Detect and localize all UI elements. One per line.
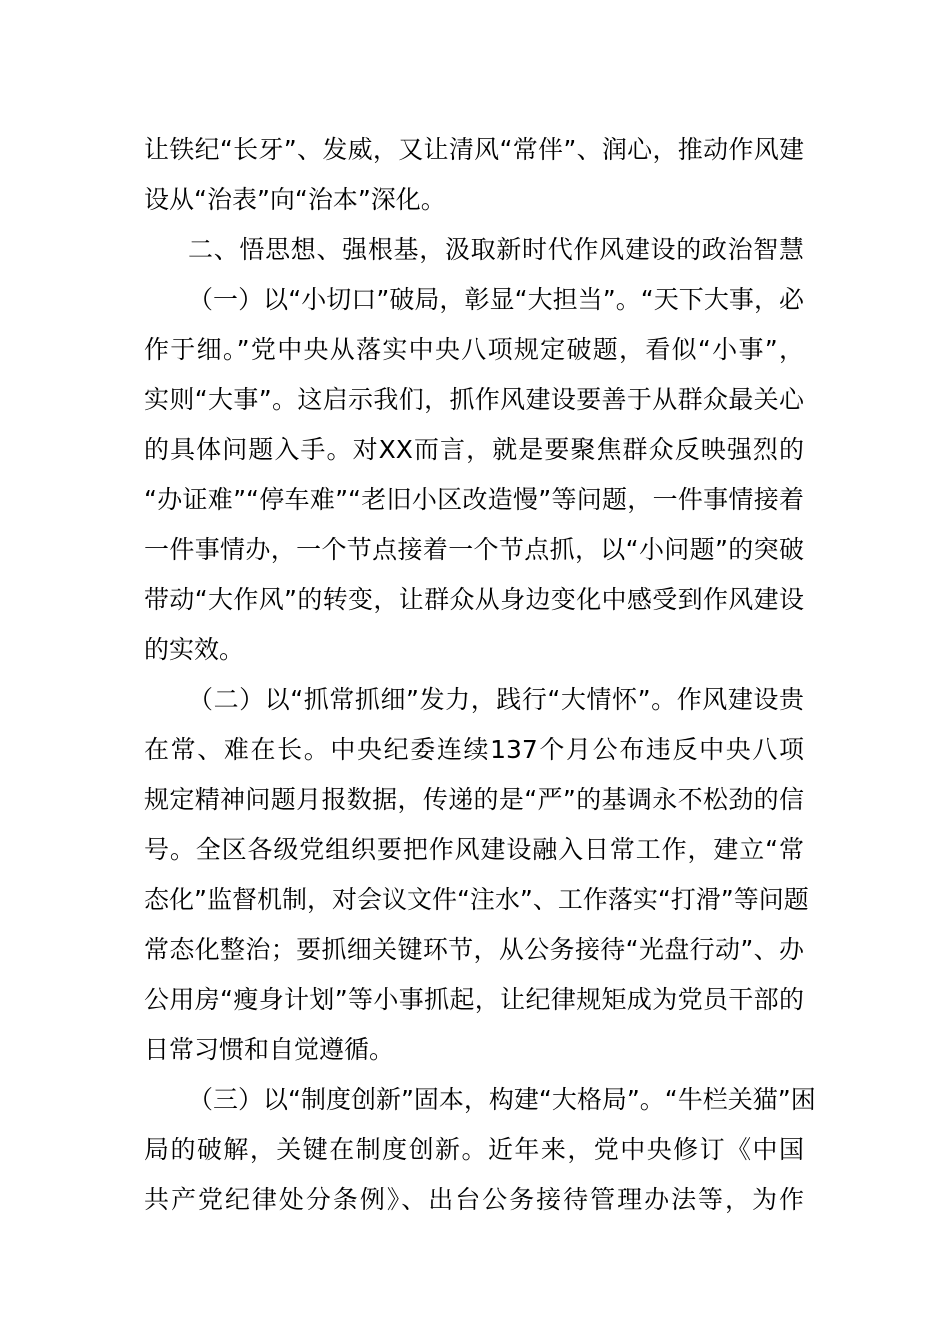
body-text-line: 实则“大事”。这启示我们，抓作风建设要善于从群众最关心 xyxy=(144,385,804,414)
body-text-line: 号。全区各级党组织要把作风建设融入日常工作，建立“常 xyxy=(144,835,804,864)
subsection-heading-line: （三）以“制度创新”固本，构建“大格局”。“牛栏关猫”困 xyxy=(188,1085,816,1114)
body-text-line: 带动“大作风”的转变，让群众从身边变化中感受到作风建设 xyxy=(144,585,804,614)
body-text-line: 局的破解，关键在制度创新。近年来，党中央修订《中国 xyxy=(144,1135,804,1164)
body-text-line: 让铁纪“长牙”、发威，又让清风“常伴”、润心，推动作风建 xyxy=(144,135,804,164)
body-text-line: 态化”监督机制，对会议文件“注水”、工作落实“打滑”等问题 xyxy=(144,885,809,914)
section-heading: 二、悟思想、强根基，汲取新时代作风建设的政治智慧 xyxy=(188,235,804,264)
body-text-line: 规定精神问题月报数据，传递的是“严”的基调永不松劲的信 xyxy=(144,785,804,814)
subsection-heading-line: （一）以“小切口”破局，彰显“大担当”。“天下大事，必 xyxy=(188,285,804,314)
subsection-heading-line: （二）以“抓常抓细”发力，践行“大情怀”。作风建设贵 xyxy=(188,685,804,714)
body-text-line: 的实效。 xyxy=(144,635,245,664)
body-text-line: 在常、难在长。中央纪委连续137个月公布违反中央八项 xyxy=(144,735,804,764)
body-text-line: 共产党纪律处分条例》、出台公务接待管理办法等，为作 xyxy=(144,1185,804,1214)
body-text-line: 设从“治表”向“治本”深化。 xyxy=(144,185,446,214)
body-text-line: 一件事情办，一个节点接着一个节点抓，以“小问题”的突破 xyxy=(144,535,804,564)
body-text-line: 公用房“瘦身计划”等小事抓起，让纪律规矩成为党员干部的 xyxy=(144,985,804,1014)
body-text-line: 日常习惯和自觉遵循。 xyxy=(144,1035,395,1064)
body-text-line: “办证难”“停车难”“老旧小区改造慢”等问题，一件事情接着 xyxy=(144,485,804,514)
body-text-line: 常态化整治；要抓细关键环节，从公务接待“光盘行动”、办 xyxy=(144,935,804,964)
body-text-line: 的具体问题入手。对XX而言，就是要聚焦群众反映强烈的 xyxy=(144,435,804,464)
body-text-line: 作于细。”党中央从落实中央八项规定破题，看似“小事”， xyxy=(144,335,804,364)
